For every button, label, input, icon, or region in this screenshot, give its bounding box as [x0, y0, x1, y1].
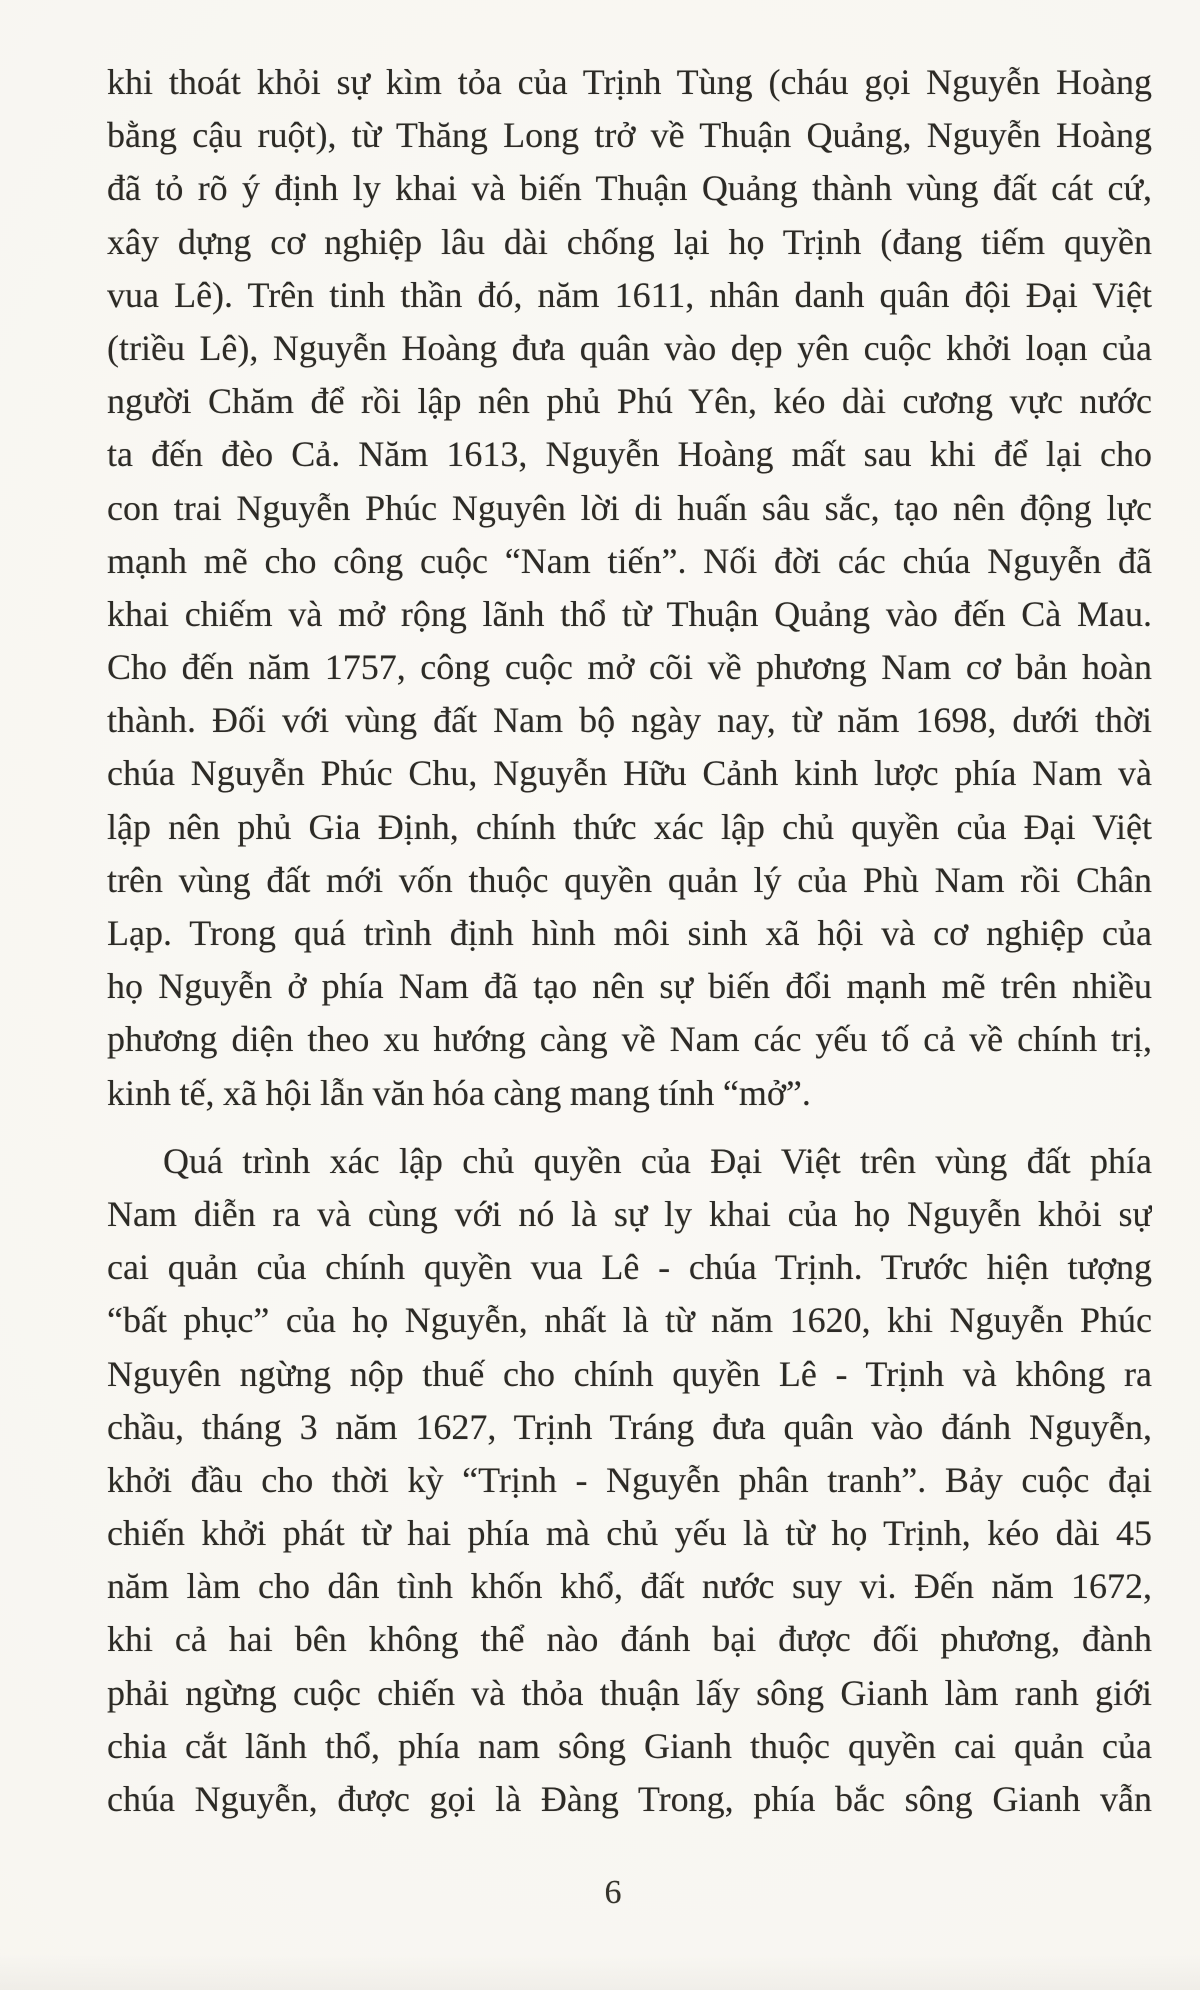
- text-line: khai chiếm và mở rộng lãnh thổ từ Thuận Quảng vào đến Cà Mau.: [107, 593, 1152, 634]
- text-line: chúa Nguyễn Phúc Chu, Nguyễn Hữu Cảnh kinh lược phía Nam và: [107, 753, 1152, 794]
- text-line: chầu, tháng 3 năm 1627, Trịnh Tráng đưa quân vào đánh Nguyễn,: [107, 1406, 1152, 1447]
- text-line: chia cắt lãnh thổ, phía nam sông Gianh thuộc quyền cai quản của: [107, 1725, 1152, 1766]
- text-line: họ Nguyễn ở phía Nam đã tạo nên sự biến đổi mạnh mẽ trên nhiều: [107, 966, 1152, 1007]
- text-line: con trai Nguyễn Phúc Nguyên lời di huấn sâu sắc, tạo nên động lực: [107, 487, 1152, 528]
- text-line: người Chăm để rồi lập nên phủ Phú Yên, kéo dài cương vực nước: [107, 381, 1152, 422]
- text-line: phương diện theo xu hướng càng về Nam các yếu tố cả về chính trị,: [107, 1019, 1152, 1060]
- paragraph-2: [107, 1135, 1152, 1826]
- text-line: đã tỏ rõ ý định ly khai và biến Thuận Quảng thành vùng đất cát cứ,: [107, 168, 1152, 209]
- text-line: khởi đầu cho thời kỳ “Trịnh - Nguyễn phân tranh”. Bảy cuộc đại: [107, 1459, 1152, 1500]
- text-line: phải ngừng cuộc chiến và thỏa thuận lấy sông Gianh làm ranh giới: [107, 1672, 1152, 1713]
- text-line: cai quản của chính quyền vua Lê - chúa Trịnh. Trước hiện tượng: [107, 1247, 1152, 1288]
- text-line: (triều Lê), Nguyễn Hoàng đưa quân vào dẹp yên cuộc khởi loạn của: [107, 327, 1152, 368]
- text-line: vua Lê). Trên tinh thần đó, năm 1611, nhân danh quân đội Đại Việt: [107, 274, 1152, 315]
- text-line: khi cả hai bên không thể nào đánh bại được đối phương, đành: [107, 1619, 1152, 1660]
- text-line: chúa Nguyễn, được gọi là Đàng Trong, phía bắc sông Gianh vẫn: [107, 1779, 1152, 1819]
- text-line: chiến khởi phát từ hai phía mà chủ yếu là từ họ Trịnh, kéo dài 45: [107, 1513, 1152, 1554]
- text-line: thành. Đối với vùng đất Nam bộ ngày nay, từ năm 1698, dưới thời: [107, 700, 1152, 741]
- text-line: ta đến đèo Cả. Năm 1613, Nguyễn Hoàng mất sau khi để lại cho: [107, 434, 1152, 475]
- text-line: mạnh mẽ cho công cuộc “Nam tiến”. Nối đời các chúa Nguyễn đã: [107, 540, 1152, 581]
- text-line: bằng cậu ruột), từ Thăng Long trở về Thuận Quảng, Nguyễn Hoàng: [107, 115, 1152, 156]
- text-line: lập nên phủ Gia Định, chính thức xác lập chủ quyền của Đại Việt: [107, 806, 1152, 847]
- text-line: trên vùng đất mới vốn thuộc quyền quản lý của Phù Nam rồi Chân: [107, 859, 1152, 900]
- paragraph-1: [107, 56, 1152, 1120]
- text-line: Cho đến năm 1757, công cuộc mở cõi về phương Nam cơ bản hoàn: [107, 647, 1152, 688]
- text-line: Lạp. Trong quá trình định hình môi sinh xã hội và cơ nghiệp của: [107, 913, 1152, 953]
- text-line: năm làm cho dân tình khốn khổ, đất nước suy vi. Đến năm 1672,: [107, 1566, 1152, 1607]
- text-line: xây dựng cơ nghiệp lâu dài chống lại họ Trịnh (đang tiếm quyền: [107, 221, 1152, 262]
- page-number: 6: [604, 1874, 622, 1911]
- text-line: “bất phục” của họ Nguyễn, nhất là từ năm 1620, khi Nguyễn Phúc: [107, 1300, 1152, 1341]
- text-line: kinh tế, xã hội lẫn văn hóa càng mang tính “mở”.: [107, 1072, 811, 1113]
- text-line: Nam diễn ra và cùng với nó là sự ly khai của họ Nguyễn khỏi sự: [107, 1193, 1152, 1234]
- text-line: Nguyên ngừng nộp thuế cho chính quyền Lê - Trịnh và không ra: [107, 1353, 1152, 1394]
- text-line: Quá trình xác lập chủ quyền của Đại Việt trên vùng đất phía: [163, 1140, 1152, 1181]
- text-line: khi thoát khỏi sự kìm tỏa của Trịnh Tùng (cháu gọi Nguyễn Hoàng: [107, 62, 1152, 102]
- body-text: [107, 56, 1152, 1826]
